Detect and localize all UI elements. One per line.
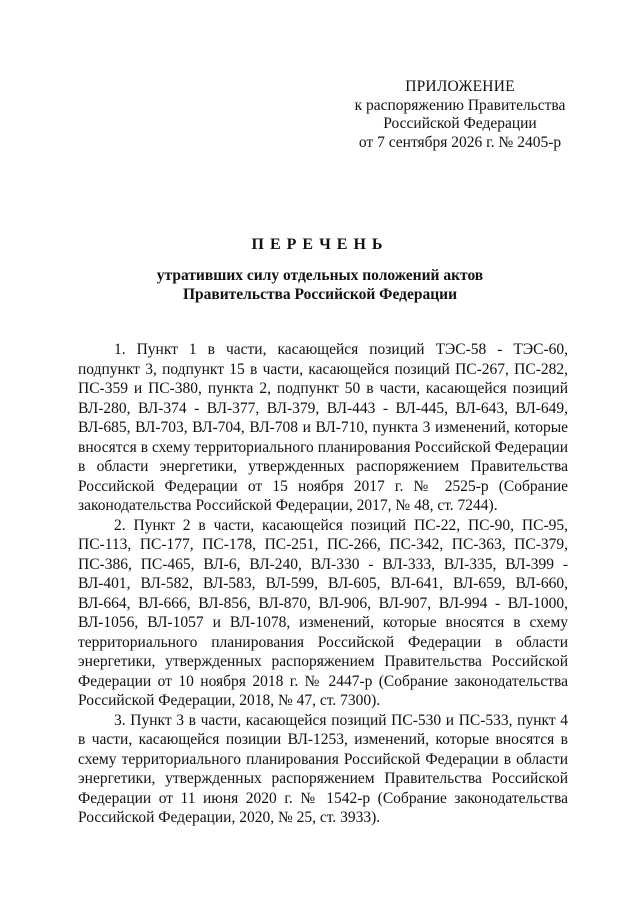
appendix-line-1: к распоряжению Правительства: [354, 96, 566, 114]
subtitle-line-2: Правительства Российской Федерации: [182, 286, 458, 303]
appendix-header: [330, 78, 590, 152]
appendix-title: ПРИЛОЖЕНИЕ: [405, 78, 515, 95]
document-subtitle: [0, 266, 640, 304]
document-title: ПЕРЕЧЕНЬ: [251, 236, 389, 253]
appendix-line-3: от 7 сентября 2026 г. № 2405-р: [358, 133, 562, 151]
document-body: [78, 340, 568, 828]
subtitle-line-1: утративших силу отдельных положений актов: [156, 267, 484, 284]
list-item-1: 1. Пункт 1 в части, касающейся позиций ТЭС-58 - ТЭС-60, подпункт 3, подпункт 15 в части, касающейся позиций ПС-267, ПС-282, ПС-359 и ПС-380, пункта 2, подпункт 50 в части, касающейся позиций ВЛ-280, ВЛ-374 - ВЛ-377, ВЛ-379, ВЛ-443 - ВЛ-445, ВЛ-643, ВЛ-649, ВЛ-685, ВЛ-703, ВЛ-704, ВЛ-708 и ВЛ-710, пункта 3 изменений, которые вносятся в схему территориального планирования Российской Федерации в области энергетики, утвержденных распоряжением Правительства Российской Федерации от 15 ноября 2017 г. № 2525-р (Собрание законодательства Российской Федерации, 2017, № 48, ст. 7244).: [78, 341, 568, 514]
appendix-line-2: Российской Федерации: [383, 115, 537, 132]
list-item-2: 2. Пункт 2 в части, касающейся позиций ПС-22, ПС-90, ПС-95, ПС-113, ПС-177, ПС-178, ПС-251, ПС-266, ПС-342, ПС-363, ПС-379, ПС-386, ПС-465, ВЛ-6, ВЛ-240, ВЛ-330 - ВЛ-333, ВЛ-335, ВЛ-399 - ВЛ-401, ВЛ-582, ВЛ-583, ВЛ-599, ВЛ-605, ВЛ-641, ВЛ-659, ВЛ-660, ВЛ-664, ВЛ-666, ВЛ-856, ВЛ-870, ВЛ-906, ВЛ-907, ВЛ-994 - ВЛ-1000, ВЛ-1056, ВЛ-1057 и ВЛ-1078, изменений, которые вносятся в схему территориального планирования Российской Федерации в области энергетики, утвержденных распоряжением Правительства Российской Федерации от 10 ноября 2018 г. № 2447-р (Собрание законодательства Российской Федерации, 2018, № 47, ст. 7300).: [78, 516, 568, 709]
list-item-3: 3. Пункт 3 в части, касающейся позиций ПС-530 и ПС-533, пункт 4 в части, касающейся позиции ВЛ-1253, изменений, которые вносятся в схему территориального планирования Российской Федерации в области энергетики, утвержденных распоряжением Правительства Российской Федерации от 11 июня 2020 г. № 1542-р (Собрание законодательства Российской Федерации, 2020, № 25, ст. 3933).: [78, 711, 568, 826]
